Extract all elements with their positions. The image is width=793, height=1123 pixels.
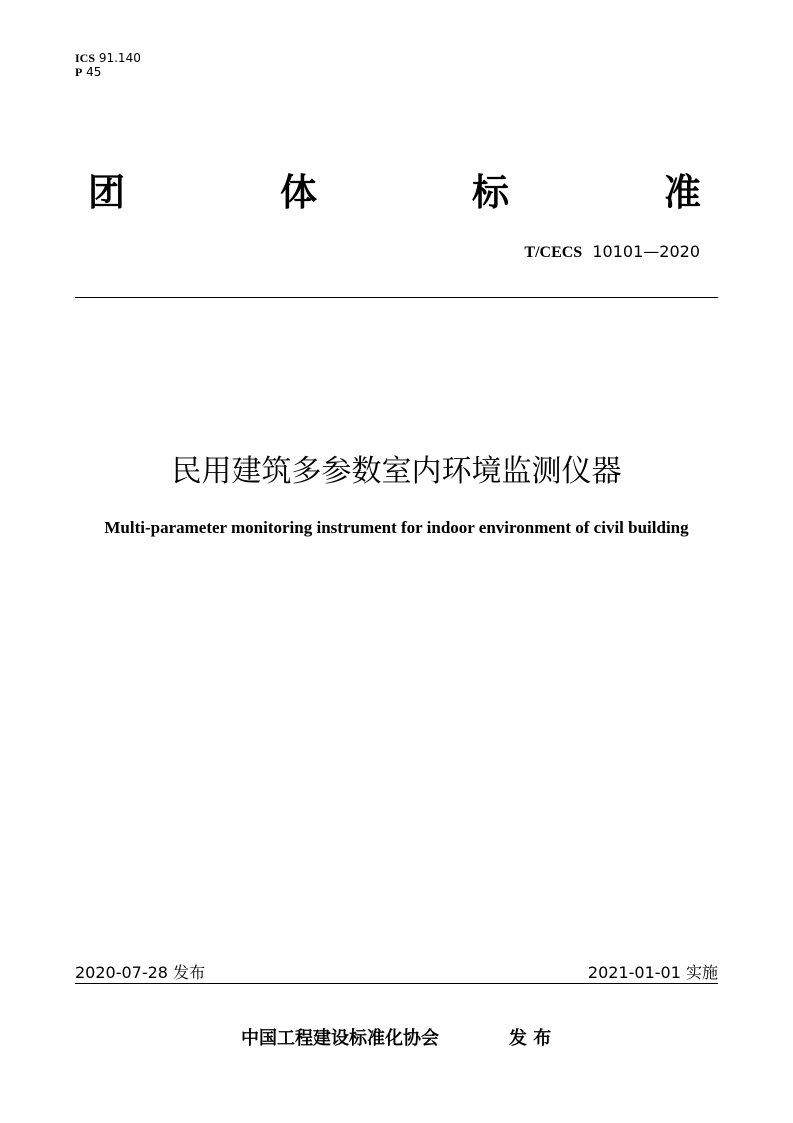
p-value: 45 xyxy=(86,65,102,79)
standard-code xyxy=(524,242,700,262)
ics-label: ICS xyxy=(75,51,96,65)
effective-date: 2021-01-01 实施 xyxy=(587,963,718,982)
title-en: Multi-parameter monitoring instrument for indoor environment of civil building xyxy=(104,518,689,537)
divider xyxy=(75,297,718,298)
title-cn: 民用建筑多参数室内环境监测仪器 xyxy=(171,454,622,489)
code-prefix: T/CECS xyxy=(524,244,583,261)
divider xyxy=(75,983,718,984)
heading-char: 准 xyxy=(664,171,701,214)
publisher: 中国工程建设标准化协会 xyxy=(241,1028,439,1049)
code-number: 10101—2020 xyxy=(592,242,700,261)
publish-label: 发 布 xyxy=(509,1028,552,1049)
classification-codes xyxy=(75,51,141,79)
heading-char: 标 xyxy=(472,171,509,214)
issue-date: 2020-07-28 发布 xyxy=(75,963,206,982)
heading-char: 团 xyxy=(88,171,125,214)
heading-char: 体 xyxy=(280,171,317,214)
ics-value: 91.140 xyxy=(98,51,141,65)
p-label: P xyxy=(75,65,83,79)
